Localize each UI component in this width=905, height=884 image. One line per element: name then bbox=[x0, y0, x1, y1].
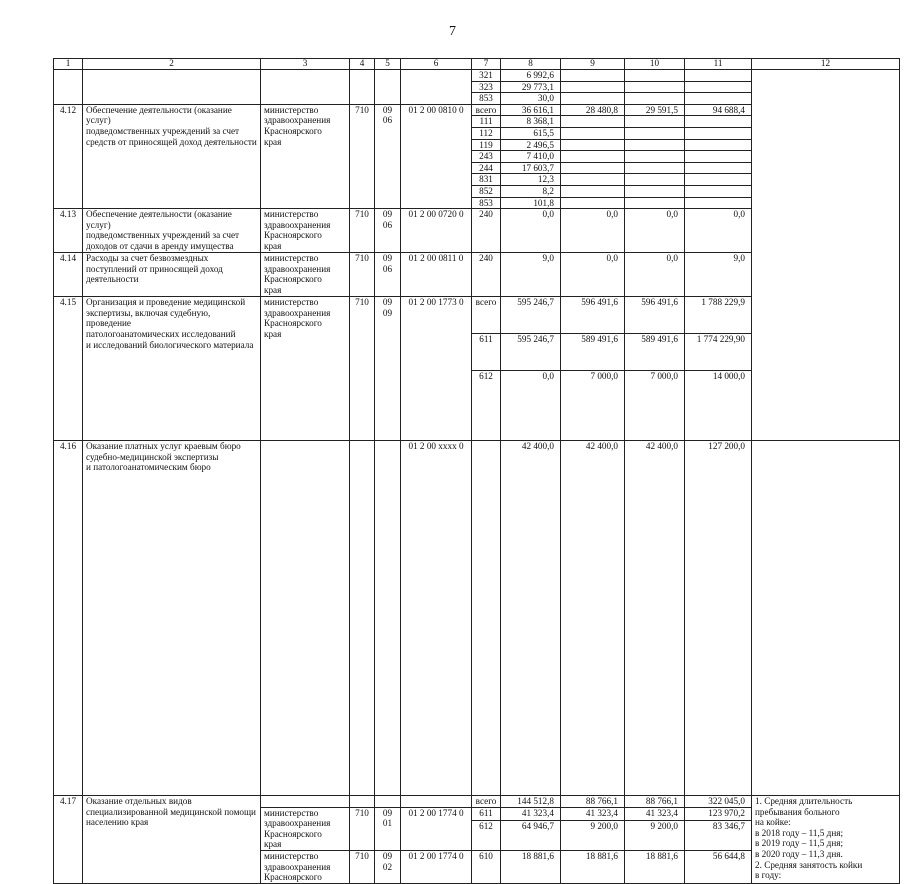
amount-2019-cell bbox=[561, 174, 625, 186]
amount-total-cell bbox=[685, 185, 752, 197]
amount-2018-cell: 0,0 bbox=[501, 209, 561, 253]
amount-total-cell bbox=[685, 139, 752, 151]
table-cell bbox=[83, 70, 261, 82]
table-cell bbox=[375, 81, 401, 93]
amount-2018-cell: 29 773,1 bbox=[501, 81, 561, 93]
amount-2020-cell bbox=[625, 185, 685, 197]
measure-name-cell: Обеспечение деятельности (оказание услуг) подведомственных учреждений за счет доходов от сдачи в аренду имущества bbox=[83, 209, 261, 253]
expense-type-cell: 112 bbox=[472, 127, 501, 139]
amount-total-cell bbox=[685, 127, 752, 139]
amount-total-cell bbox=[685, 93, 752, 105]
header-cell: 6 bbox=[401, 59, 472, 70]
table-cell bbox=[401, 81, 472, 93]
table-cell bbox=[83, 93, 261, 105]
header-cell: 7 bbox=[472, 59, 501, 70]
section-code-cell bbox=[375, 441, 401, 796]
expense-type-cell: 111 bbox=[472, 116, 501, 128]
section-code-cell: 09 06 bbox=[375, 253, 401, 297]
amount-2020-cell bbox=[625, 81, 685, 93]
section-code-cell: 09 09 bbox=[375, 297, 401, 441]
amount-total-cell: 123 970,2 bbox=[685, 807, 752, 820]
amount-2018-cell: 17 603,7 bbox=[501, 162, 561, 174]
header-cell: 10 bbox=[625, 59, 685, 70]
amount-2018-cell: 101,8 bbox=[501, 197, 561, 209]
table-cell bbox=[54, 70, 83, 82]
organization-cell bbox=[261, 441, 350, 796]
amount-2020-cell: 29 591,5 bbox=[625, 104, 685, 116]
amount-2018-cell: 8,2 bbox=[501, 185, 561, 197]
amount-total-cell bbox=[685, 151, 752, 163]
organization-cell: министерство здравоохранения Красноярского края bbox=[261, 253, 350, 297]
row-number-cell: 4.12 bbox=[54, 104, 83, 208]
organization-cell: министерство здравоохранения Красноярского края bbox=[261, 807, 350, 850]
amount-2020-cell bbox=[625, 70, 685, 82]
amount-2019-cell: 41 323,4 bbox=[561, 807, 625, 820]
target-code-cell: 01 2 00 0810 0 bbox=[401, 104, 472, 208]
target-code-cell: 01 2 00 xxxx 0 bbox=[401, 441, 472, 796]
amount-2018-cell: 615,5 bbox=[501, 127, 561, 139]
table-cell bbox=[401, 70, 472, 82]
amount-2019-cell: 88 766,1 bbox=[561, 796, 625, 808]
amount-2020-cell: 41 323,4 bbox=[625, 807, 685, 820]
expense-type-cell: 853 bbox=[472, 93, 501, 105]
organization-cell: министерство здравоохранения Красноярского bbox=[261, 851, 350, 884]
target-code-cell: 01 2 00 1773 0 bbox=[401, 297, 472, 441]
amount-2018-cell: 144 512,8 bbox=[501, 796, 561, 808]
expense-type-cell: 244 bbox=[472, 162, 501, 174]
table-cell bbox=[350, 70, 375, 82]
amount-2019-cell bbox=[561, 81, 625, 93]
amount-2020-cell bbox=[625, 162, 685, 174]
amount-2018-cell: 12,3 bbox=[501, 174, 561, 186]
grbs-code-cell: 710 bbox=[350, 104, 375, 208]
section-code-cell: 09 01 bbox=[375, 807, 401, 850]
amount-2019-cell: 0,0 bbox=[561, 253, 625, 297]
amount-2020-cell bbox=[625, 93, 685, 105]
expense-type-cell: 323 bbox=[472, 81, 501, 93]
amount-total-cell: 1 788 229,9 bbox=[685, 297, 752, 334]
amount-2018-cell: 9,0 bbox=[501, 253, 561, 297]
amount-2019-cell bbox=[561, 197, 625, 209]
grbs-code-cell: 710 bbox=[350, 297, 375, 441]
amount-2018-cell: 8 368,1 bbox=[501, 116, 561, 128]
amount-total-cell: 83 346,7 bbox=[685, 821, 752, 851]
expense-type-cell: 240 bbox=[472, 209, 501, 253]
amount-2019-cell: 0,0 bbox=[561, 209, 625, 253]
target-code-cell: 01 2 00 1774 0 bbox=[401, 807, 472, 850]
amount-total-cell bbox=[685, 197, 752, 209]
grbs-code-cell: 710 bbox=[350, 253, 375, 297]
table-cell bbox=[261, 81, 350, 93]
table-body bbox=[54, 70, 900, 884]
amount-2018-cell: 6 992,6 bbox=[501, 70, 561, 82]
table-cell bbox=[401, 93, 472, 105]
measure-name-cell: Расходы за счет безвозмездных поступлений от приносящей доход деятельности bbox=[83, 253, 261, 297]
amount-2020-cell: 88 766,1 bbox=[625, 796, 685, 808]
amount-total-cell: 94 688,4 bbox=[685, 104, 752, 116]
indicator-cell bbox=[752, 70, 900, 441]
amount-2020-cell bbox=[625, 127, 685, 139]
section-code-cell: 09 06 bbox=[375, 104, 401, 208]
header-cell: 8 bbox=[501, 59, 561, 70]
amount-total-cell bbox=[685, 116, 752, 128]
amount-2018-cell: 64 946,7 bbox=[501, 821, 561, 851]
table-row bbox=[54, 441, 900, 796]
expense-type-cell: 831 bbox=[472, 174, 501, 186]
amount-total-cell: 127 200,0 bbox=[685, 441, 752, 796]
amount-2019-cell: 18 881,6 bbox=[561, 851, 625, 884]
amount-2020-cell: 7 000,0 bbox=[625, 371, 685, 441]
amount-2018-cell: 41 323,4 bbox=[501, 807, 561, 820]
amount-2020-cell: 9 200,0 bbox=[625, 821, 685, 851]
amount-total-cell: 14 000,0 bbox=[685, 371, 752, 441]
expense-type-cell bbox=[472, 441, 501, 796]
amount-2019-cell bbox=[561, 93, 625, 105]
section-code-cell: 09 06 bbox=[375, 209, 401, 253]
target-code-cell: 01 2 00 0811 0 bbox=[401, 253, 472, 297]
expense-type-cell: 240 bbox=[472, 253, 501, 297]
header-cell: 3 bbox=[261, 59, 350, 70]
amount-total-cell bbox=[685, 162, 752, 174]
section-code-cell: 09 02 bbox=[375, 851, 401, 884]
table-cell bbox=[350, 81, 375, 93]
header-cell: 1 bbox=[54, 59, 83, 70]
expense-type-cell: 852 bbox=[472, 185, 501, 197]
amount-2019-cell: 596 491,6 bbox=[561, 297, 625, 334]
amount-2020-cell bbox=[625, 139, 685, 151]
table-cell bbox=[83, 81, 261, 93]
grbs-code-cell: 710 bbox=[350, 851, 375, 884]
amount-2019-cell bbox=[561, 127, 625, 139]
indicator-cell: 1. Средняя длительность пребывания больного на койке: в 2018 году – 11,5 дня; в 2019 году – 11,5 дня; в 2020 году – 11,3 дня. 2. Средняя занятость койки в году: bbox=[752, 796, 900, 884]
row-number-cell: 4.13 bbox=[54, 209, 83, 253]
amount-2018-cell: 42 400,0 bbox=[501, 441, 561, 796]
header-cell: 4 bbox=[350, 59, 375, 70]
row-number-cell: 4.15 bbox=[54, 297, 83, 441]
expense-type-cell: 853 bbox=[472, 197, 501, 209]
expense-type-cell: 610 bbox=[472, 851, 501, 884]
amount-2020-cell bbox=[625, 197, 685, 209]
table-cell bbox=[261, 93, 350, 105]
expense-type-cell: всего bbox=[472, 297, 501, 334]
header-cell: 11 bbox=[685, 59, 752, 70]
measure-name-cell: Оказание отдельных видов специализированной медицинской помощи населению края bbox=[83, 796, 261, 884]
amount-total-cell: 56 644,8 bbox=[685, 851, 752, 884]
amount-total-cell: 0,0 bbox=[685, 209, 752, 253]
amount-2018-cell: 0,0 bbox=[501, 371, 561, 441]
amount-2019-cell: 589 491,6 bbox=[561, 334, 625, 371]
expense-type-cell: всего bbox=[472, 796, 501, 808]
budget-table bbox=[53, 58, 900, 884]
measure-name-cell: Организация и проведение медицинской экспертизы, включая судебную, проведение патологоанатомических исследований и исследований биологического материала bbox=[83, 297, 261, 441]
row-number-cell: 4.14 bbox=[54, 253, 83, 297]
amount-2018-cell: 2 496,5 bbox=[501, 139, 561, 151]
table-cell bbox=[350, 93, 375, 105]
amount-2019-cell bbox=[561, 139, 625, 151]
amount-2018-cell: 7 410,0 bbox=[501, 151, 561, 163]
amount-2019-cell bbox=[561, 185, 625, 197]
amount-2019-cell bbox=[561, 162, 625, 174]
amount-total-cell: 1 774 229,90 bbox=[685, 334, 752, 371]
expense-type-cell: 612 bbox=[472, 821, 501, 851]
amount-total-cell: 322 045,0 bbox=[685, 796, 752, 808]
table-cell bbox=[54, 93, 83, 105]
amount-2018-cell: 30,0 bbox=[501, 93, 561, 105]
header-cell: 9 bbox=[561, 59, 625, 70]
measure-name-cell: Обеспечение деятельности (оказание услуг) подведомственных учреждений за счет средств от приносящей доход деятельности bbox=[83, 104, 261, 208]
table-cell bbox=[261, 70, 350, 82]
amount-2018-cell: 18 881,6 bbox=[501, 851, 561, 884]
expense-type-cell: 611 bbox=[472, 807, 501, 820]
table-cell bbox=[375, 70, 401, 82]
amount-2018-cell: 595 246,7 bbox=[501, 297, 561, 334]
table-cell bbox=[54, 81, 83, 93]
grbs-code-cell: 710 bbox=[350, 209, 375, 253]
row-number-cell: 4.17 bbox=[54, 796, 83, 884]
amount-2020-cell: 596 491,6 bbox=[625, 297, 685, 334]
amount-2020-cell bbox=[625, 151, 685, 163]
expense-type-cell: 119 bbox=[472, 139, 501, 151]
amount-2019-cell bbox=[561, 70, 625, 82]
amount-total-cell bbox=[685, 70, 752, 82]
amount-2019-cell: 28 480,8 bbox=[561, 104, 625, 116]
target-code-cell: 01 2 00 1774 0 bbox=[401, 851, 472, 884]
organization-cell: министерство здравоохранения Красноярского края bbox=[261, 297, 350, 441]
amount-total-cell: 9,0 bbox=[685, 253, 752, 297]
expense-type-cell: 611 bbox=[472, 334, 501, 371]
measure-name-cell: Оказание платных услуг краевым бюро судебно-медицинской экспертизы и патологоанатомическим бюро bbox=[83, 441, 261, 796]
expense-type-cell: 612 bbox=[472, 371, 501, 441]
amount-2019-cell: 9 200,0 bbox=[561, 821, 625, 851]
header-cell: 2 bbox=[83, 59, 261, 70]
organization-cell: министерство здравоохранения Красноярского края bbox=[261, 104, 350, 208]
table-cell bbox=[375, 93, 401, 105]
expense-type-cell: 243 bbox=[472, 151, 501, 163]
amount-2018-cell: 36 616,1 bbox=[501, 104, 561, 116]
header-row bbox=[54, 59, 900, 70]
amount-2019-cell: 42 400,0 bbox=[561, 441, 625, 796]
amount-2019-cell bbox=[561, 116, 625, 128]
amount-2018-cell: 595 246,7 bbox=[501, 334, 561, 371]
amount-2019-cell: 7 000,0 bbox=[561, 371, 625, 441]
page-number: 7 bbox=[449, 24, 456, 39]
table-cell bbox=[401, 796, 472, 808]
amount-2020-cell bbox=[625, 174, 685, 186]
expense-type-cell: всего bbox=[472, 104, 501, 116]
amount-2020-cell: 42 400,0 bbox=[625, 441, 685, 796]
amount-2020-cell: 0,0 bbox=[625, 253, 685, 297]
grbs-code-cell bbox=[350, 441, 375, 796]
continuation-row bbox=[54, 70, 900, 82]
amount-2020-cell: 0,0 bbox=[625, 209, 685, 253]
expense-type-cell: 321 bbox=[472, 70, 501, 82]
amount-2020-cell bbox=[625, 116, 685, 128]
target-code-cell: 01 2 00 0720 0 bbox=[401, 209, 472, 253]
table-row bbox=[54, 796, 900, 808]
amount-2020-cell: 589 491,6 bbox=[625, 334, 685, 371]
row-number-cell: 4.16 bbox=[54, 441, 83, 796]
amount-total-cell bbox=[685, 81, 752, 93]
table-cell bbox=[350, 796, 375, 808]
header-cell: 12 bbox=[752, 59, 900, 70]
amount-2019-cell bbox=[561, 151, 625, 163]
table-cell bbox=[261, 796, 350, 808]
table-cell bbox=[375, 796, 401, 808]
amount-2020-cell: 18 881,6 bbox=[625, 851, 685, 884]
grbs-code-cell: 710 bbox=[350, 807, 375, 850]
header-cell: 5 bbox=[375, 59, 401, 70]
amount-total-cell bbox=[685, 174, 752, 186]
organization-cell: министерство здравоохранения Красноярского края bbox=[261, 209, 350, 253]
